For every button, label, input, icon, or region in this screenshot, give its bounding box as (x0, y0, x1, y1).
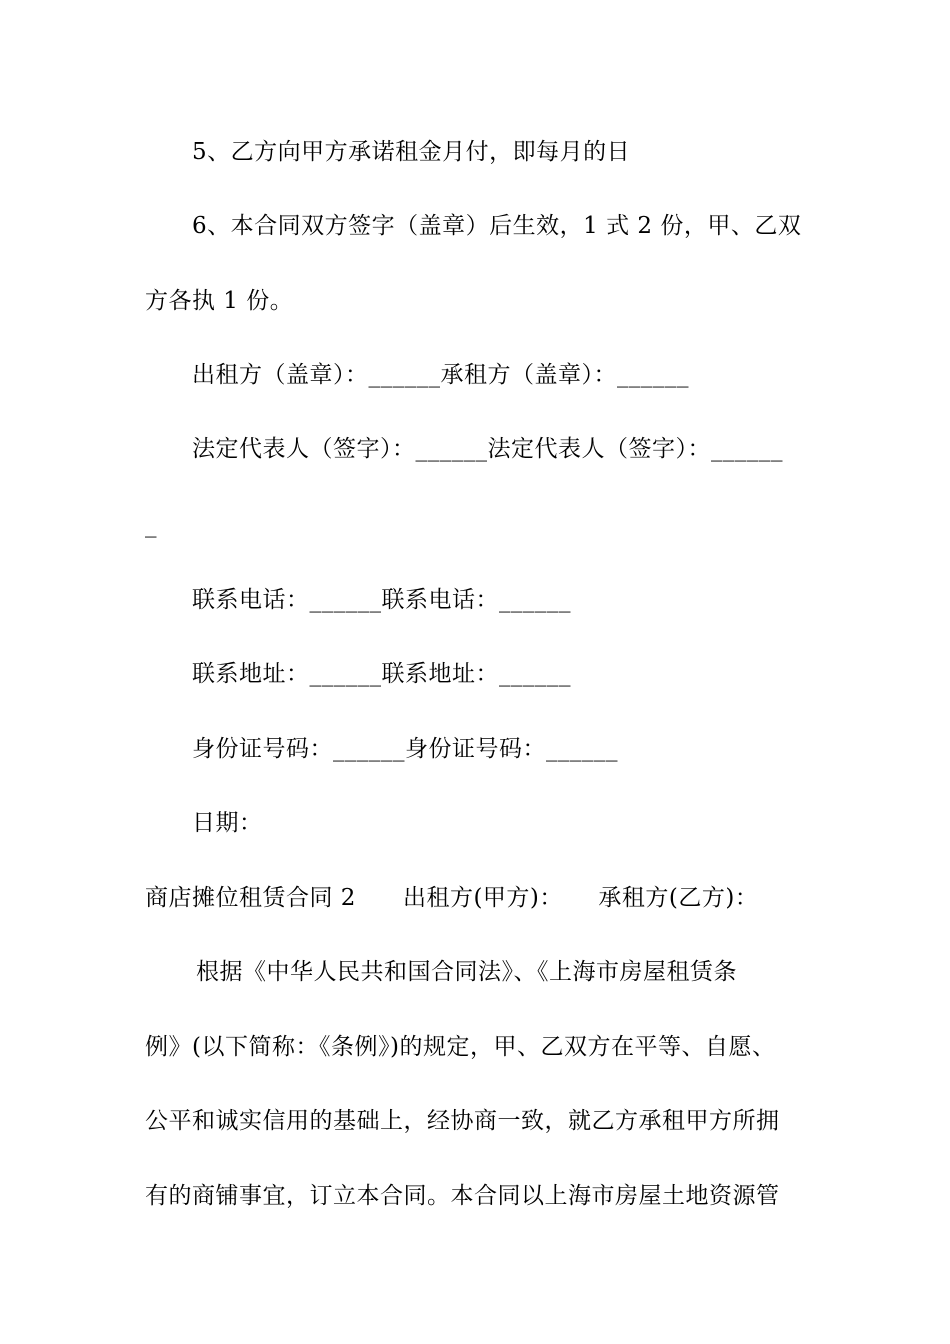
paragraph-line-2: 例》(以下简称：《条例》)的规定，甲、乙双方在平等、自愿、 (145, 1034, 776, 1060)
paragraph-line-4: 有的商铺事宜，订立本合同。本合同以上海市房屋土地资源管 (145, 1183, 780, 1209)
legal-representative-overflow: _ (145, 512, 157, 538)
paragraph-line-3: 公平和诚实信用的基础上，经协商一致，就乙方承租甲方所拥 (145, 1108, 780, 1134)
clause-6-line-2: 方各执 1 份。 (145, 288, 294, 314)
lessor-lessee-seal-line: 出租方（盖章）：______承租方（盖章）：______ (192, 362, 689, 388)
paragraph-line-1: 根据《中华人民共和国合同法》、《上海市房屋租赁条 (196, 959, 737, 985)
legal-representative-line: 法定代表人（签字）：______法定代表人（签字）：______ (192, 436, 783, 462)
date-line: 日期： (192, 810, 263, 836)
contact-address-line: 联系地址：______联系地址：______ (192, 661, 571, 687)
contract-2-heading: 商店摊位租赁合同 2 出租方(甲方)： 承租方(乙方)： (145, 885, 759, 911)
contact-phone-line: 联系电话：______联系电话：______ (192, 587, 571, 613)
id-number-line: 身份证号码：______身份证号码：______ (192, 736, 618, 762)
clause-6-line-1: 6、本合同双方签字（盖章）后生效，1 式 2 份，甲、乙双 (192, 213, 802, 239)
clause-5: 5、乙方向甲方承诺租金月付，即每月的日 (192, 139, 631, 165)
